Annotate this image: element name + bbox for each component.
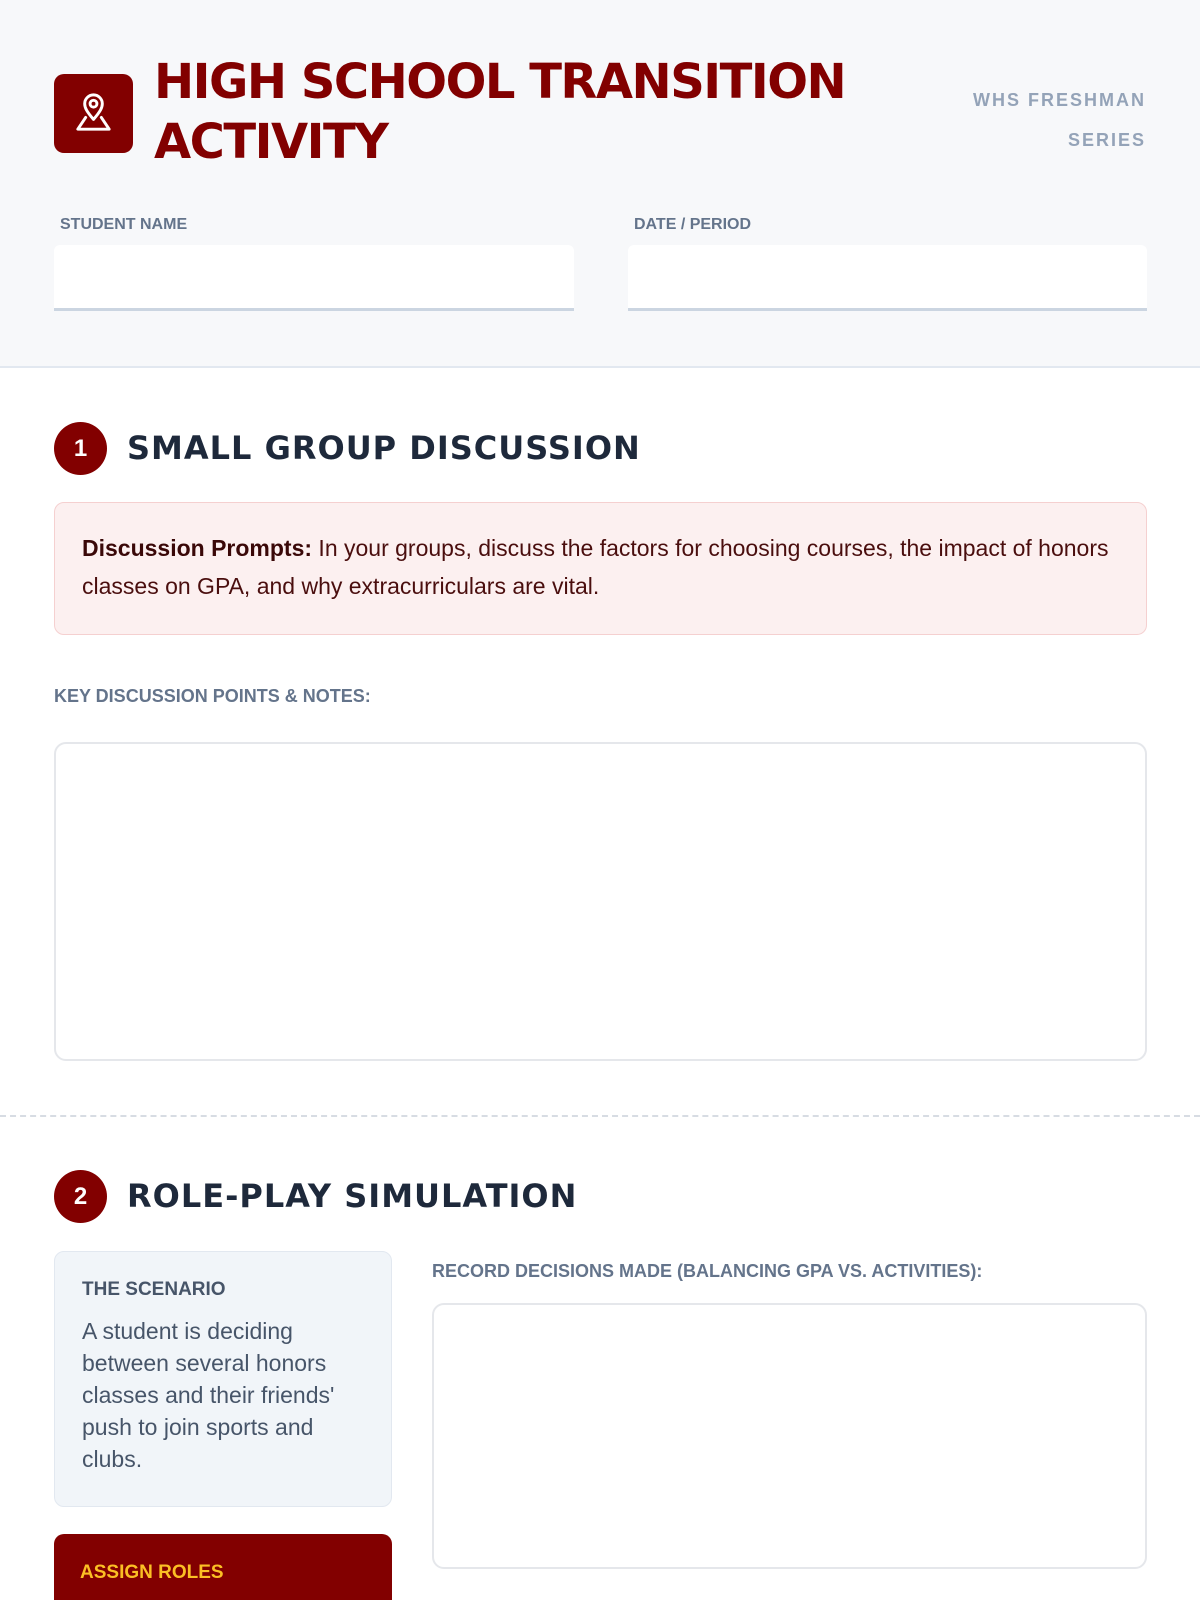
scenario-card xyxy=(54,1251,392,1507)
series-line-2: SERIES xyxy=(1067,130,1146,150)
discussion-prompts-box xyxy=(54,502,1147,635)
notes-writing-area[interactable] xyxy=(54,742,1147,1061)
series-label xyxy=(946,80,1146,160)
student-name-label: STUDENT NAME xyxy=(60,216,188,233)
page-header xyxy=(0,0,1200,368)
section-1-number: 1 xyxy=(54,422,107,475)
decisions-label: RECORD DECISIONS MADE (BALANCING GPA VS. ACTIVITIES): xyxy=(432,1261,983,1281)
logo xyxy=(54,74,133,153)
scenario-text: A student is deciding between several honors classes and their friends' push to join sports and clubs. xyxy=(82,1318,335,1472)
discussion-prompts-label: Discussion Prompts: xyxy=(82,535,313,561)
student-name-field[interactable] xyxy=(54,245,574,311)
page-title: HIGH SCHOOL TRANSITION ACTIVITY xyxy=(154,54,846,170)
series-line-1: WHS FRESHMAN xyxy=(973,90,1146,110)
assign-roles-title: ASSIGN ROLES xyxy=(80,1562,224,1583)
assign-roles-card xyxy=(54,1534,392,1600)
date-period-field[interactable] xyxy=(628,245,1147,311)
section-1-title: SMALL GROUP DISCUSSION xyxy=(127,429,641,467)
notes-label: KEY DISCUSSION POINTS & NOTES: xyxy=(54,686,371,706)
date-period-label: DATE / PERIOD xyxy=(634,216,752,233)
section-divider xyxy=(0,1115,1200,1117)
decisions-writing-area[interactable] xyxy=(432,1303,1147,1569)
section-2-number: 2 xyxy=(54,1170,107,1223)
map-pin-icon xyxy=(70,90,117,137)
discussion-prompts-text: In your groups, discuss the factors for choosing courses, the impact of honors classes on GPA, and why extracurriculars are vital. xyxy=(82,535,1109,599)
section-2-title: ROLE-PLAY SIMULATION xyxy=(127,1177,578,1215)
scenario-title: THE SCENARIO xyxy=(82,1279,226,1300)
